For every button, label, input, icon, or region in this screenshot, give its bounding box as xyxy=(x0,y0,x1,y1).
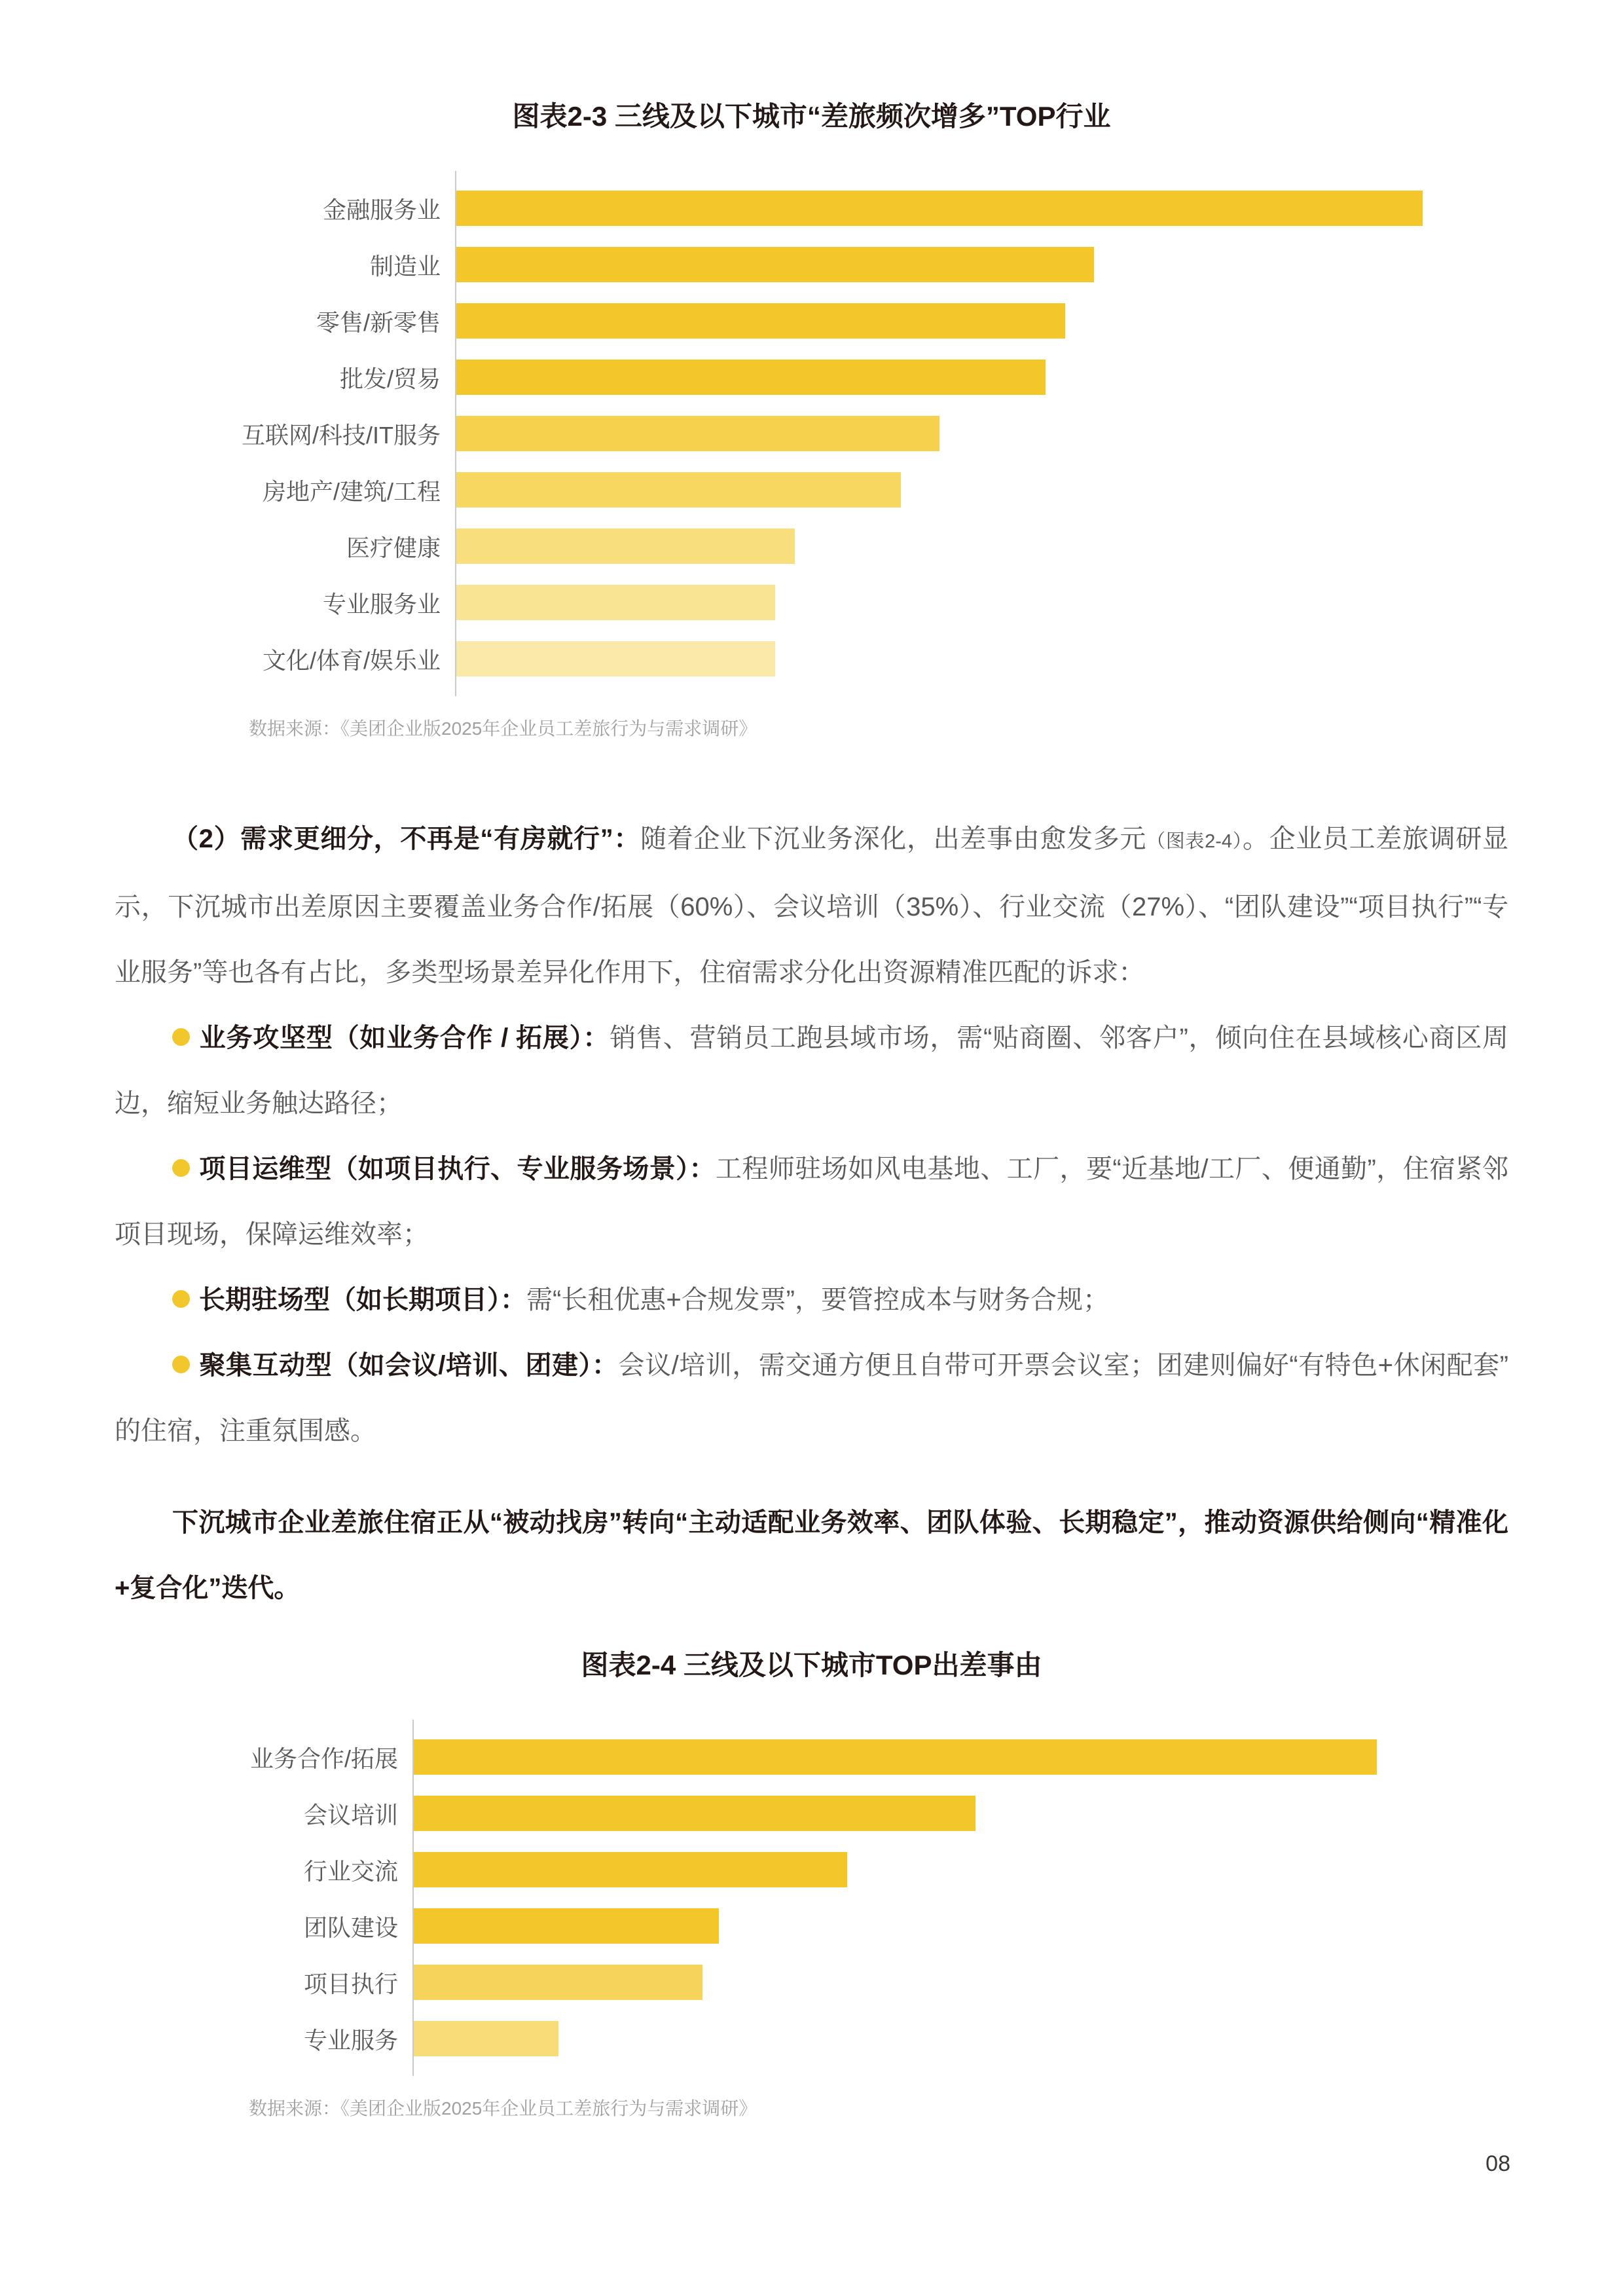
bar xyxy=(456,191,1423,226)
bullet-dot-icon xyxy=(172,1028,190,1046)
bar-label: 团队建设 xyxy=(303,1914,398,1941)
bullet-item xyxy=(115,1267,1508,1333)
bar-row xyxy=(456,405,1451,462)
bar-row xyxy=(456,349,1451,405)
bar-label: 文化/体育/娱乐业 xyxy=(262,646,441,674)
chart1-bars-area xyxy=(455,171,1451,696)
bar-row xyxy=(414,1785,1409,1842)
intro-text: 。企业员工差旅调研显示，下沉城市出差原因主要覆盖业务合作/拓展（60%）、会议培训（35%）、行业交流（27%）、“团队建设”“项目执行”“专业服务”等也各有占比，多类型场景差异化作用下，住宿需求分化出资源精准匹配的诉求： xyxy=(115,824,1509,987)
bar xyxy=(414,1739,1377,1775)
bar-row xyxy=(414,1954,1409,2010)
bullet-item xyxy=(115,1136,1508,1267)
bullet-list xyxy=(115,1005,1508,1464)
bar-label: 房地产/建筑/工程 xyxy=(262,477,441,505)
bar-row xyxy=(414,1729,1409,1785)
bar xyxy=(456,303,1065,339)
bullet-label: 业务攻坚型（如业务合作 / 拓展）： xyxy=(199,1024,610,1052)
bar xyxy=(456,472,901,508)
bar xyxy=(456,528,795,564)
bullet-dot-icon xyxy=(172,1290,190,1308)
bullet-text: 会议/培训，需交通方便且自带可开票会议室；团建则偏好“有特色+休闲配套”的住宿，注重氛围感。 xyxy=(115,1351,1508,1445)
bar-row xyxy=(456,180,1451,236)
bullet-text: 工程师驻场如风电基地、工厂，要“近基地/工厂、便通勤”，住宿紧邻项目现场，保障运维效率； xyxy=(115,1155,1508,1249)
chart2-top-trip-reasons xyxy=(115,1720,1508,2076)
bullet-label: 长期驻场型（如长期项目）： xyxy=(199,1286,526,1314)
bar-row xyxy=(414,2010,1409,2067)
chart2-title: 图表2-4 三线及以下城市TOP出差事由 xyxy=(581,1650,1042,1680)
bullet-text: 销售、营销员工跑县域市场，需“贴商圈、邻客户”，倾向住在县域核心商区周边，缩短业务触达路径； xyxy=(115,1024,1509,1118)
closing-bold-text: 下沉城市企业差旅住宿正从“被动找房”转向“主动适配业务效率、团队体验、长期稳定”，推动资源供给侧向“精准化+复合化”迭代。 xyxy=(115,1508,1508,1602)
bar-label: 互联网/科技/IT服务 xyxy=(242,421,441,449)
bar xyxy=(414,1965,702,2000)
bullet-label: 项目运维型（如项目执行、专业服务场景）： xyxy=(199,1155,716,1183)
bar-row xyxy=(456,518,1451,574)
bar-label: 医疗健康 xyxy=(346,534,441,561)
intro-figure-ref: （图表2-4） xyxy=(1146,831,1243,852)
bar xyxy=(414,1796,976,1831)
bar-row xyxy=(414,1898,1409,1954)
bullet-item xyxy=(115,1333,1508,1464)
bullet-label: 聚集互动型（如会议/培训、团建）： xyxy=(199,1351,619,1380)
bullet-dot-icon xyxy=(172,1356,190,1373)
chart1-title: 图表2-3 三线及以下城市“差旅频次增多”TOP行业 xyxy=(512,101,1111,132)
bar xyxy=(456,360,1046,395)
bar-label: 专业服务 xyxy=(303,2026,398,2054)
bar-label: 批发/贸易 xyxy=(339,365,441,392)
bar-row xyxy=(456,236,1451,293)
bar-label: 专业服务业 xyxy=(322,590,441,618)
bar-row xyxy=(456,631,1451,687)
paragraph-intro xyxy=(115,806,1508,1005)
bar-label: 零售/新零售 xyxy=(316,308,441,336)
bar xyxy=(456,585,775,620)
chart2-category-labels xyxy=(115,1720,412,2076)
paragraph-closing xyxy=(115,1490,1508,1621)
bar-row xyxy=(456,574,1451,631)
chart1-source-note: 数据来源：《美团企业版2025年企业员工差旅行为与需求调研》 xyxy=(249,718,757,739)
bullet-item xyxy=(115,1005,1508,1136)
bar xyxy=(414,2021,558,2056)
intro-text: 随着企业下沉业务深化，出差事由愈发多元 xyxy=(640,824,1147,853)
bar xyxy=(456,641,775,676)
bar-row xyxy=(414,1842,1409,1898)
bar-label: 业务合作/拓展 xyxy=(249,1745,398,1772)
body-text xyxy=(115,806,1508,1621)
bar xyxy=(456,247,1094,282)
bar xyxy=(456,416,939,451)
bullet-text: 需“长租优惠+合规发票”，要管控成本与财务合规； xyxy=(526,1286,1109,1314)
page-number: 08 xyxy=(1486,2151,1510,2176)
chart2-bars-area xyxy=(412,1720,1409,2076)
bar-label: 行业交流 xyxy=(303,1857,398,1885)
bar-label: 会议培训 xyxy=(303,1801,398,1828)
chart1-top-industries xyxy=(115,171,1508,696)
bar xyxy=(414,1908,719,1944)
bar-label: 金融服务业 xyxy=(322,196,441,223)
bullet-dot-icon xyxy=(172,1159,190,1177)
bar-label: 制造业 xyxy=(369,252,441,280)
intro-lead-bold: （2）需求更细分，不再是“有房就行”： xyxy=(172,824,641,853)
bar xyxy=(414,1852,847,1887)
bar-row xyxy=(456,293,1451,349)
chart1-category-labels xyxy=(115,171,455,696)
bar-label: 项目执行 xyxy=(303,1970,398,1997)
chart2-source-note: 数据来源：《美团企业版2025年企业员工差旅行为与需求调研》 xyxy=(249,2098,757,2119)
bar-row xyxy=(456,462,1451,518)
